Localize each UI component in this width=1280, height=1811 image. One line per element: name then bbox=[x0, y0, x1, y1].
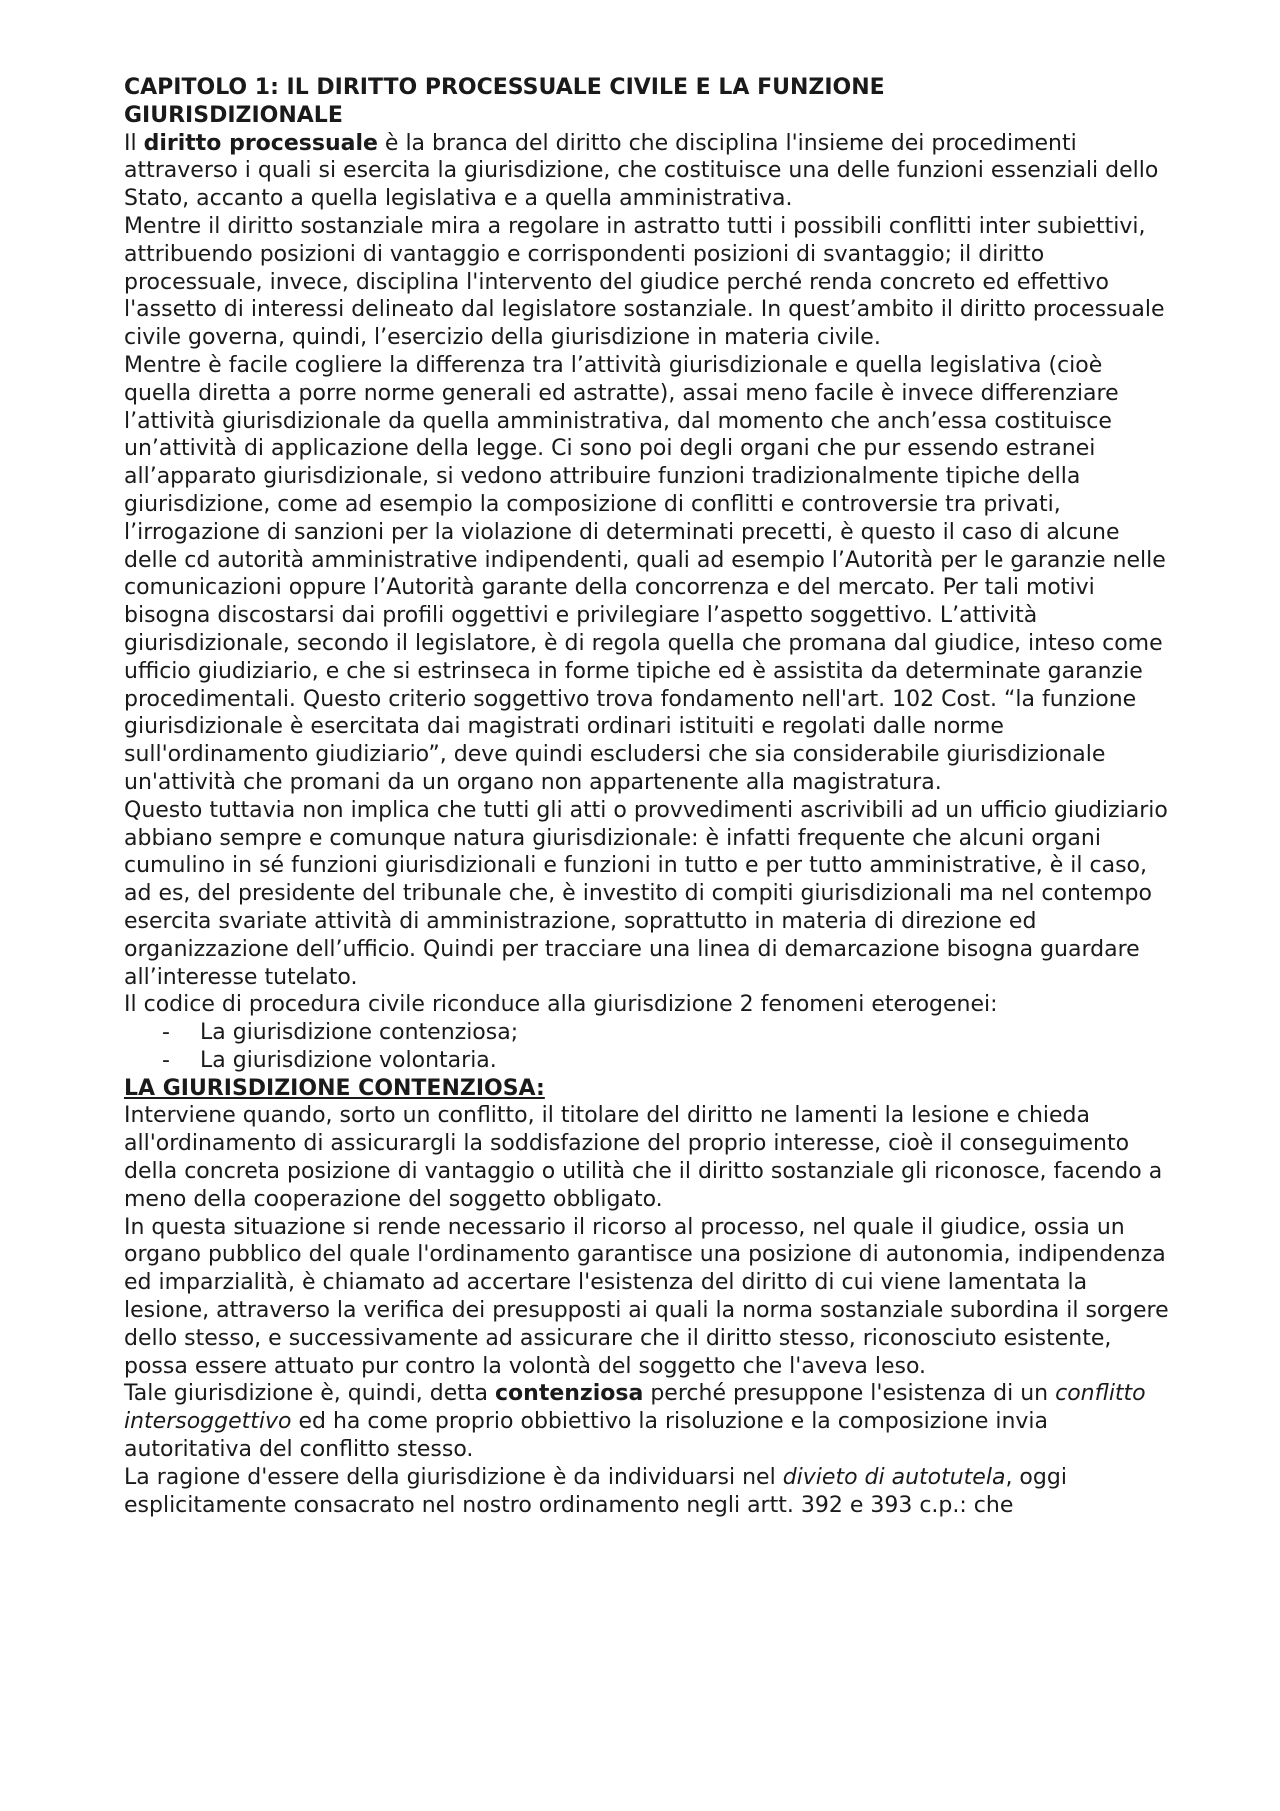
paragraph-contenziosa bbox=[124, 1380, 1174, 1463]
list-dash: - bbox=[162, 1047, 170, 1073]
term-diritto-processuale: diritto processuale bbox=[143, 130, 378, 156]
paragraph-intro-pre: Il bbox=[124, 130, 144, 156]
paragraph-ragione-pre: La ragione d'essere della giurisdizione è da individuarsi nel bbox=[124, 1464, 783, 1490]
list-item-text: La giurisdizione volontaria. bbox=[200, 1047, 497, 1073]
paragraph-contenziosa-mid: perché presuppone l'esistenza di un bbox=[643, 1381, 1056, 1407]
list-item bbox=[124, 1047, 1174, 1075]
paragraph-ragione-post: , oggi esplicitamente consacrato nel nostro ordinamento negli artt. 392 e 393 c.p.: che bbox=[124, 1464, 1067, 1518]
list-item bbox=[124, 1019, 1174, 1047]
jurisdiction-list bbox=[124, 1019, 1174, 1075]
paragraph-ricorso-processo: In questa situazione si rende necessario il ricorso al processo, nel quale il giudice, ossia un organo pubblico del quale l'ordinamento garantisce una posizione di autonomia, indipendenza ed imparzialità, è chiamato ad accertare l'esistenza del diritto di cui viene lamentata la lesione, attraverso la verifica dei presupposti ai quali la norma sostanziale subordina il sorgere dello stesso, e successivamente ad assicurare che il diritto stesso, riconosciuto esistente, possa essere attuato pur contro la volontà del soggetto che l'aveva leso. bbox=[124, 1214, 1169, 1379]
section-title: LA GIURISDIZIONE CONTENZIOSA: bbox=[124, 1075, 545, 1101]
chapter-title: CAPITOLO 1: IL DIRITTO PROCESSUALE CIVILE E LA FUNZIONE GIURISDIZIONALE bbox=[124, 75, 885, 128]
document-page bbox=[124, 74, 1174, 1519]
paragraph-intro-post: è la branca del diritto che disciplina l'insieme dei procedimenti attraverso i quali si esercita la giurisdizione, che costituisce una delle funzioni essenziali dello Stato, accanto a quella legislativa e a quella amministrativa. bbox=[124, 130, 1159, 212]
paragraph-codice-procedura: Il codice di procedura civile riconduce alla giurisdizione 2 fenomeni eterogenei: bbox=[124, 992, 998, 1018]
paragraph-attivita-giurisdizionale: Mentre è facile cogliere la differenza tra l’attività giurisdizionale e quella legislativa (cioè quella diretta a porre norme generali ed astratte), assai meno facile è invece differenziare l’attività giurisdizionale da quella amministrativa, dal momento che anch’essa costituisce un’attività di applicazione della legge. Ci sono poi degli organi che pur essendo estranei all’apparato giurisdizionale, si vedono attribuire funzioni tradizionalmente tipiche della giurisdizione, come ad esempio la composizione di conflitti e controversie tra privati, l’irrogazione di sanzioni per la violazione di determinati precetti, è questo il caso di alcune delle cd autorità amministrative indipendenti, quali ad esempio l’Autorità per le garanzie nelle comunicazioni oppure l’Autorità garante della concorrenza e del mercato. Per tali motivi bisogna discostarsi dai profili oggettivi e privilegiare l’aspetto soggettivo. L’attività giurisdizionale, secondo il legislatore, è di regola quella che promana dal giudice, inteso come ufficio giudiziario, e che si estrinseca in forme tipiche ed è assistita da determinate garanzie procedimentali. Questo criterio soggettivo trova fondamento nell'art. 102 Cost. “la funzione giurisdizionale è esercitata dai magistrati ordinari istituiti e regolati dalle norme sull'ordinamento giudiziario”, deve quindi escludersi che sia considerabile giurisdizionale un'attività che promani da un organo non appartenente alla magistratura. bbox=[124, 352, 1166, 795]
paragraph-contenziosa-post: ed ha come proprio obbiettivo la risoluzione e la composizione invia autoritativa del conflitto stesso. bbox=[124, 1409, 1049, 1463]
paragraph-intro bbox=[124, 130, 1174, 213]
paragraph-diritto-sostanziale: Mentre il diritto sostanziale mira a regolare in astratto tutti i possibili conflitti inter subiettivi, attribuendo posizioni di vantaggio e corrispondenti posizioni di svantaggio; il diritto processuale, invece, disciplina l'intervento del giudice perché renda concreto ed effettivo l'assetto di interessi delineato dal legislatore sostanziale. In quest’ambito il diritto processuale civile governa, quindi, l’esercizio della giurisdizione in materia civile. bbox=[124, 213, 1165, 351]
paragraph-interviene: Interviene quando, sorto un conflitto, il titolare del diritto ne lamenti la lesione e chieda all'ordinamento di assicurargli la soddisfazione del proprio interesse, cioè il conseguimento della concreta posizione di vantaggio o utilità che il diritto sostanziale gli riconosce, facendo a meno della cooperazione del soggetto obbligato. bbox=[124, 1103, 1163, 1212]
paragraph-ragione-essere bbox=[124, 1464, 1174, 1520]
paragraph-atti-ufficio: Questo tuttavia non implica che tutti gli atti o provvedimenti ascrivibili ad un ufficio giudiziario abbiano sempre e comunque natura giurisdizionale: è infatti frequente che alcuni organi cumulino in sé funzioni giurisdizionali e funzioni in tutto e per tutto amministrative, è il caso, ad es, del presidente del tribunale che, è investito di compiti giurisdizionali ma nel contempo esercita svariate attività di amministrazione, soprattutto in materia di direzione ed organizzazione dell’ufficio. Quindi per tracciare una linea di demarcazione bisogna guardare all’interesse tutelato. bbox=[124, 797, 1168, 990]
list-dash: - bbox=[162, 1020, 170, 1046]
term-divieto-autotutela: divieto di autotutela bbox=[782, 1464, 1006, 1490]
term-conflitto-intersoggettivo: conflitto intersoggettivo bbox=[124, 1381, 1146, 1435]
term-contenziosa: contenziosa bbox=[495, 1381, 644, 1407]
list-item-text: La giurisdizione contenziosa; bbox=[200, 1020, 519, 1046]
paragraph-contenziosa-pre: Tale giurisdizione è, quindi, detta bbox=[124, 1381, 496, 1407]
